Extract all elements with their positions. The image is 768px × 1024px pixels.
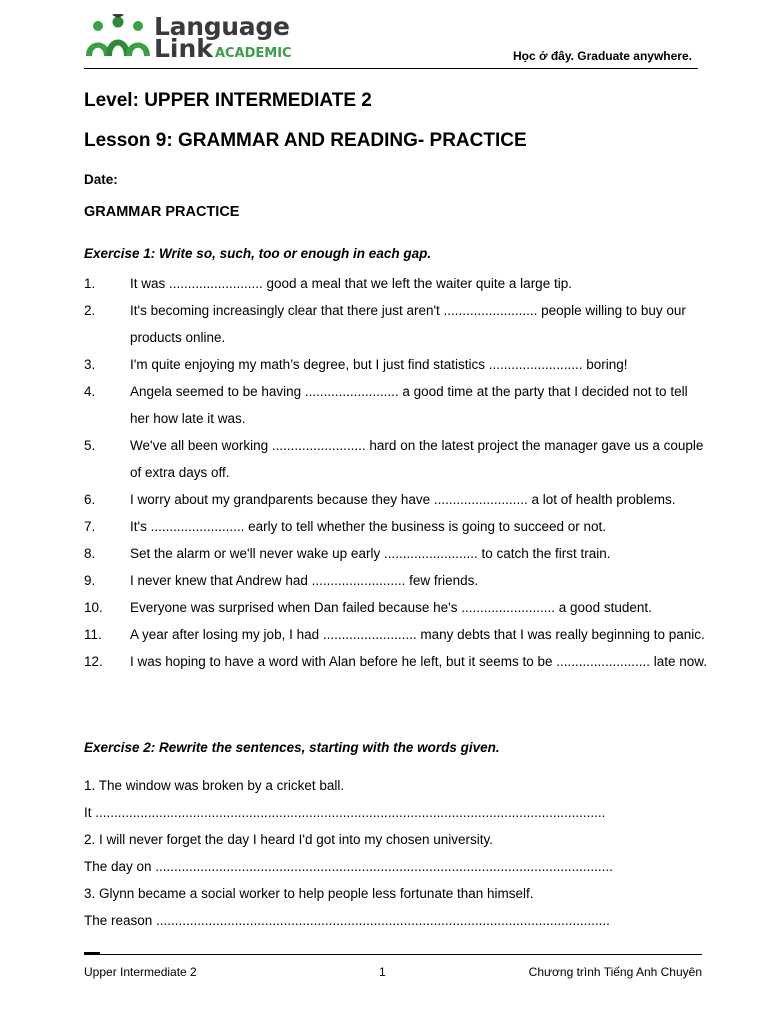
list-item: [84, 648, 710, 675]
item-text: A year after losing my job, I had ......................... many debts that I was really beginning to panic.: [130, 627, 705, 642]
exercise2-answer-line: The day on ..........................................................................................................................: [84, 859, 613, 874]
list-item: [84, 378, 710, 432]
item-number: 2.: [84, 303, 96, 318]
item-text: It was ......................... good a meal that we left the waiter quite a large tip.: [130, 276, 572, 291]
item-number: 12.: [84, 654, 103, 669]
lesson-heading: Lesson 9: GRAMMAR AND READING- PRACTICE: [84, 130, 527, 151]
people-logo-icon: [84, 14, 152, 58]
list-item: [84, 297, 710, 351]
item-text: I never knew that Andrew had ......................... few friends.: [130, 573, 479, 588]
item-text: I'm quite enjoying my math’s degree, but I just find statistics ......................... boring!: [130, 357, 628, 372]
item-text: I worry about my grandparents because they have ......................... a lot of health problems.: [130, 492, 676, 507]
page-number: 1: [379, 965, 386, 979]
item-number: 5.: [84, 438, 96, 453]
item-number: 10.: [84, 600, 103, 615]
item-number: 9.: [84, 573, 96, 588]
item-text: Angela seemed to be having ......................... a good time at the party that I decided not to tell her how late it was.: [130, 384, 688, 426]
page-header: [84, 14, 698, 70]
footer-divider: [84, 954, 702, 955]
level-heading: Level: UPPER INTERMEDIATE 2: [84, 90, 372, 111]
list-item: [84, 486, 710, 513]
item-number: 3.: [84, 357, 96, 372]
item-number: 8.: [84, 546, 96, 561]
date-label: Date:: [84, 172, 118, 187]
exercise2-answer-line: The reason .........................................................................................................................: [84, 913, 610, 928]
exercise2-title: Exercise 2: Rewrite the sentences, starting with the words given.: [84, 740, 500, 755]
exercise2-prompt: 3. Glynn became a social worker to help people less fortunate than himself.: [84, 886, 534, 901]
exercise2-prompt: 1. The window was broken by a cricket ball.: [84, 778, 345, 793]
item-text: We've all been working ......................... hard on the latest project the manager gave us a couple of extra days off.: [130, 438, 704, 480]
item-number: 11.: [84, 627, 102, 642]
list-item: [84, 513, 710, 540]
list-item: [84, 621, 710, 648]
header-divider: [84, 68, 698, 69]
language-link-logo: [84, 12, 292, 63]
list-item: [84, 567, 710, 594]
section-title: GRAMMAR PRACTICE: [84, 204, 240, 220]
logo-wordmark-link: Link: [154, 34, 213, 63]
list-item: [84, 540, 710, 567]
footer-program: Chương trình Tiếng Anh Chuyên: [528, 965, 702, 979]
item-number: 7.: [84, 519, 96, 534]
item-number: 4.: [84, 384, 96, 399]
list-item: [84, 351, 710, 378]
item-number: 1.: [84, 276, 96, 291]
exercise1-list: [84, 270, 710, 675]
slogan: Học ở đây. Graduate anywhere.: [512, 49, 692, 63]
item-text: Everyone was surprised when Dan failed because he's ......................... a good student.: [130, 600, 652, 615]
item-text: I was hoping to have a word with Alan before he left, but it seems to be ......................... late now.: [130, 654, 708, 669]
item-number: 6.: [84, 492, 96, 507]
item-text: Set the alarm or we'll never wake up early ......................... to catch the first train.: [130, 546, 611, 561]
list-item: [84, 594, 710, 621]
item-text: It's becoming increasingly clear that there just aren't ......................... people willing to buy our products online.: [130, 303, 686, 345]
logo-wordmark-language: Language: [154, 12, 290, 41]
exercise1-title: Exercise 1: Write so, such, too or enough in each gap.: [84, 246, 432, 261]
logo-wordmark-academic: ACADEMIC: [214, 46, 292, 61]
exercise2-list: [84, 772, 698, 934]
footer-course: Upper Intermediate 2: [84, 965, 197, 979]
exercise2-prompt: 2. I will never forget the day I heard I'd got into my chosen university.: [84, 832, 494, 847]
list-item: [84, 432, 710, 486]
list-item: [84, 270, 710, 297]
item-text: It's ......................... early to tell whether the business is going to succeed or not.: [130, 519, 607, 534]
exercise2-answer-line: It ........................................................................................................................................: [84, 805, 606, 820]
